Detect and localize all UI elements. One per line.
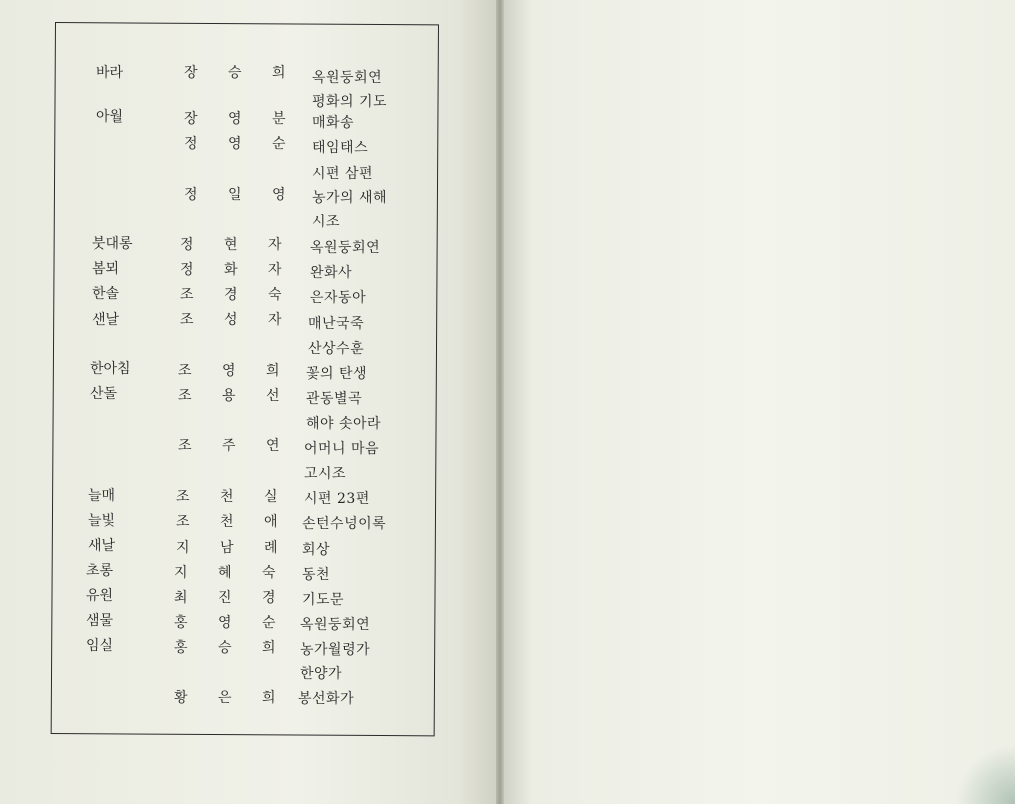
work-title: 매화송 bbox=[312, 115, 355, 131]
pen-name: 초롱 bbox=[86, 563, 114, 579]
work-title: 시편 삼편 bbox=[312, 166, 374, 182]
work-title: 고시조 bbox=[304, 466, 347, 482]
work-title: 관동별곡 bbox=[306, 391, 363, 407]
work-title: 시편 23편 bbox=[304, 491, 370, 507]
pen-name: 한아침 bbox=[90, 361, 131, 377]
author-name: 황 은 희 bbox=[174, 690, 289, 706]
work-title: 회상 bbox=[302, 542, 331, 558]
work-title: 농가의 새해 bbox=[312, 190, 388, 206]
pen-name: 바라 bbox=[96, 65, 124, 81]
pen-name: 새날 bbox=[88, 538, 116, 554]
work-title: 매난국죽 bbox=[308, 316, 365, 332]
author-name: 장 영 분 bbox=[184, 111, 299, 127]
pen-name: 샘물 bbox=[86, 613, 114, 629]
work-title: 기도문 bbox=[302, 592, 345, 608]
pen-name: 늘빛 bbox=[88, 513, 116, 529]
work-title: 농가월령가 bbox=[300, 642, 371, 658]
author-name: 조 용 선 bbox=[178, 388, 293, 404]
author-name: 정 화 자 bbox=[180, 262, 295, 278]
work-title: 봉선화가 bbox=[298, 691, 355, 707]
work-title: 태임태스 bbox=[312, 140, 369, 156]
work-title: 옥원둥회연 bbox=[310, 240, 381, 256]
author-name: 정 영 순 bbox=[184, 136, 299, 152]
right-page bbox=[502, 0, 1015, 804]
author-name: 지 혜 숙 bbox=[174, 565, 289, 581]
author-name: 조 영 희 bbox=[178, 363, 293, 379]
pen-name: 봄뫼 bbox=[92, 261, 120, 277]
author-name: 정 일 영 bbox=[184, 187, 299, 203]
pen-name: 유원 bbox=[86, 588, 114, 604]
author-name: 조 천 실 bbox=[176, 489, 291, 505]
author-name: 홍 영 순 bbox=[174, 615, 289, 631]
pen-name: 한솔 bbox=[92, 286, 120, 302]
author-name: 장 승 희 bbox=[184, 65, 299, 81]
work-title: 동천 bbox=[302, 567, 331, 583]
author-name: 최 진 경 bbox=[174, 590, 289, 606]
work-title: 은자동아 bbox=[310, 290, 367, 306]
author-name: 조 성 자 bbox=[180, 312, 295, 328]
work-title: 완화사 bbox=[310, 265, 353, 281]
work-title: 산상수훈 bbox=[308, 341, 365, 357]
author-name: 지 남 례 bbox=[176, 540, 291, 556]
author-name: 조 주 연 bbox=[178, 438, 293, 454]
book-spine bbox=[496, 0, 504, 804]
corner-shadow bbox=[955, 744, 1015, 804]
author-name: 조 경 숙 bbox=[180, 287, 295, 303]
pen-name: 산돌 bbox=[90, 386, 118, 402]
pen-name: 늘매 bbox=[88, 488, 116, 504]
pen-name: 아월 bbox=[96, 109, 124, 125]
work-title: 한양가 bbox=[300, 666, 343, 682]
work-title: 해야 솟아라 bbox=[306, 416, 382, 432]
pen-name: 샌날 bbox=[92, 312, 120, 328]
pen-name: 붓대롱 bbox=[92, 236, 133, 252]
work-title: 시조 bbox=[312, 214, 341, 230]
work-title: 어머니 마음 bbox=[304, 441, 380, 457]
work-title: 손턴수넝이록 bbox=[302, 516, 387, 532]
work-title: 옥원둥회연 bbox=[312, 70, 383, 86]
author-name: 조 천 애 bbox=[176, 514, 291, 530]
work-title: 옥원둥회연 bbox=[300, 617, 371, 633]
author-name: 정 현 자 bbox=[180, 237, 295, 253]
work-title: 평화의 기도 bbox=[312, 94, 388, 110]
pen-name: 임실 bbox=[86, 638, 114, 654]
work-title: 꽃의 탄생 bbox=[306, 366, 368, 382]
author-name: 홍 승 희 bbox=[174, 640, 289, 656]
